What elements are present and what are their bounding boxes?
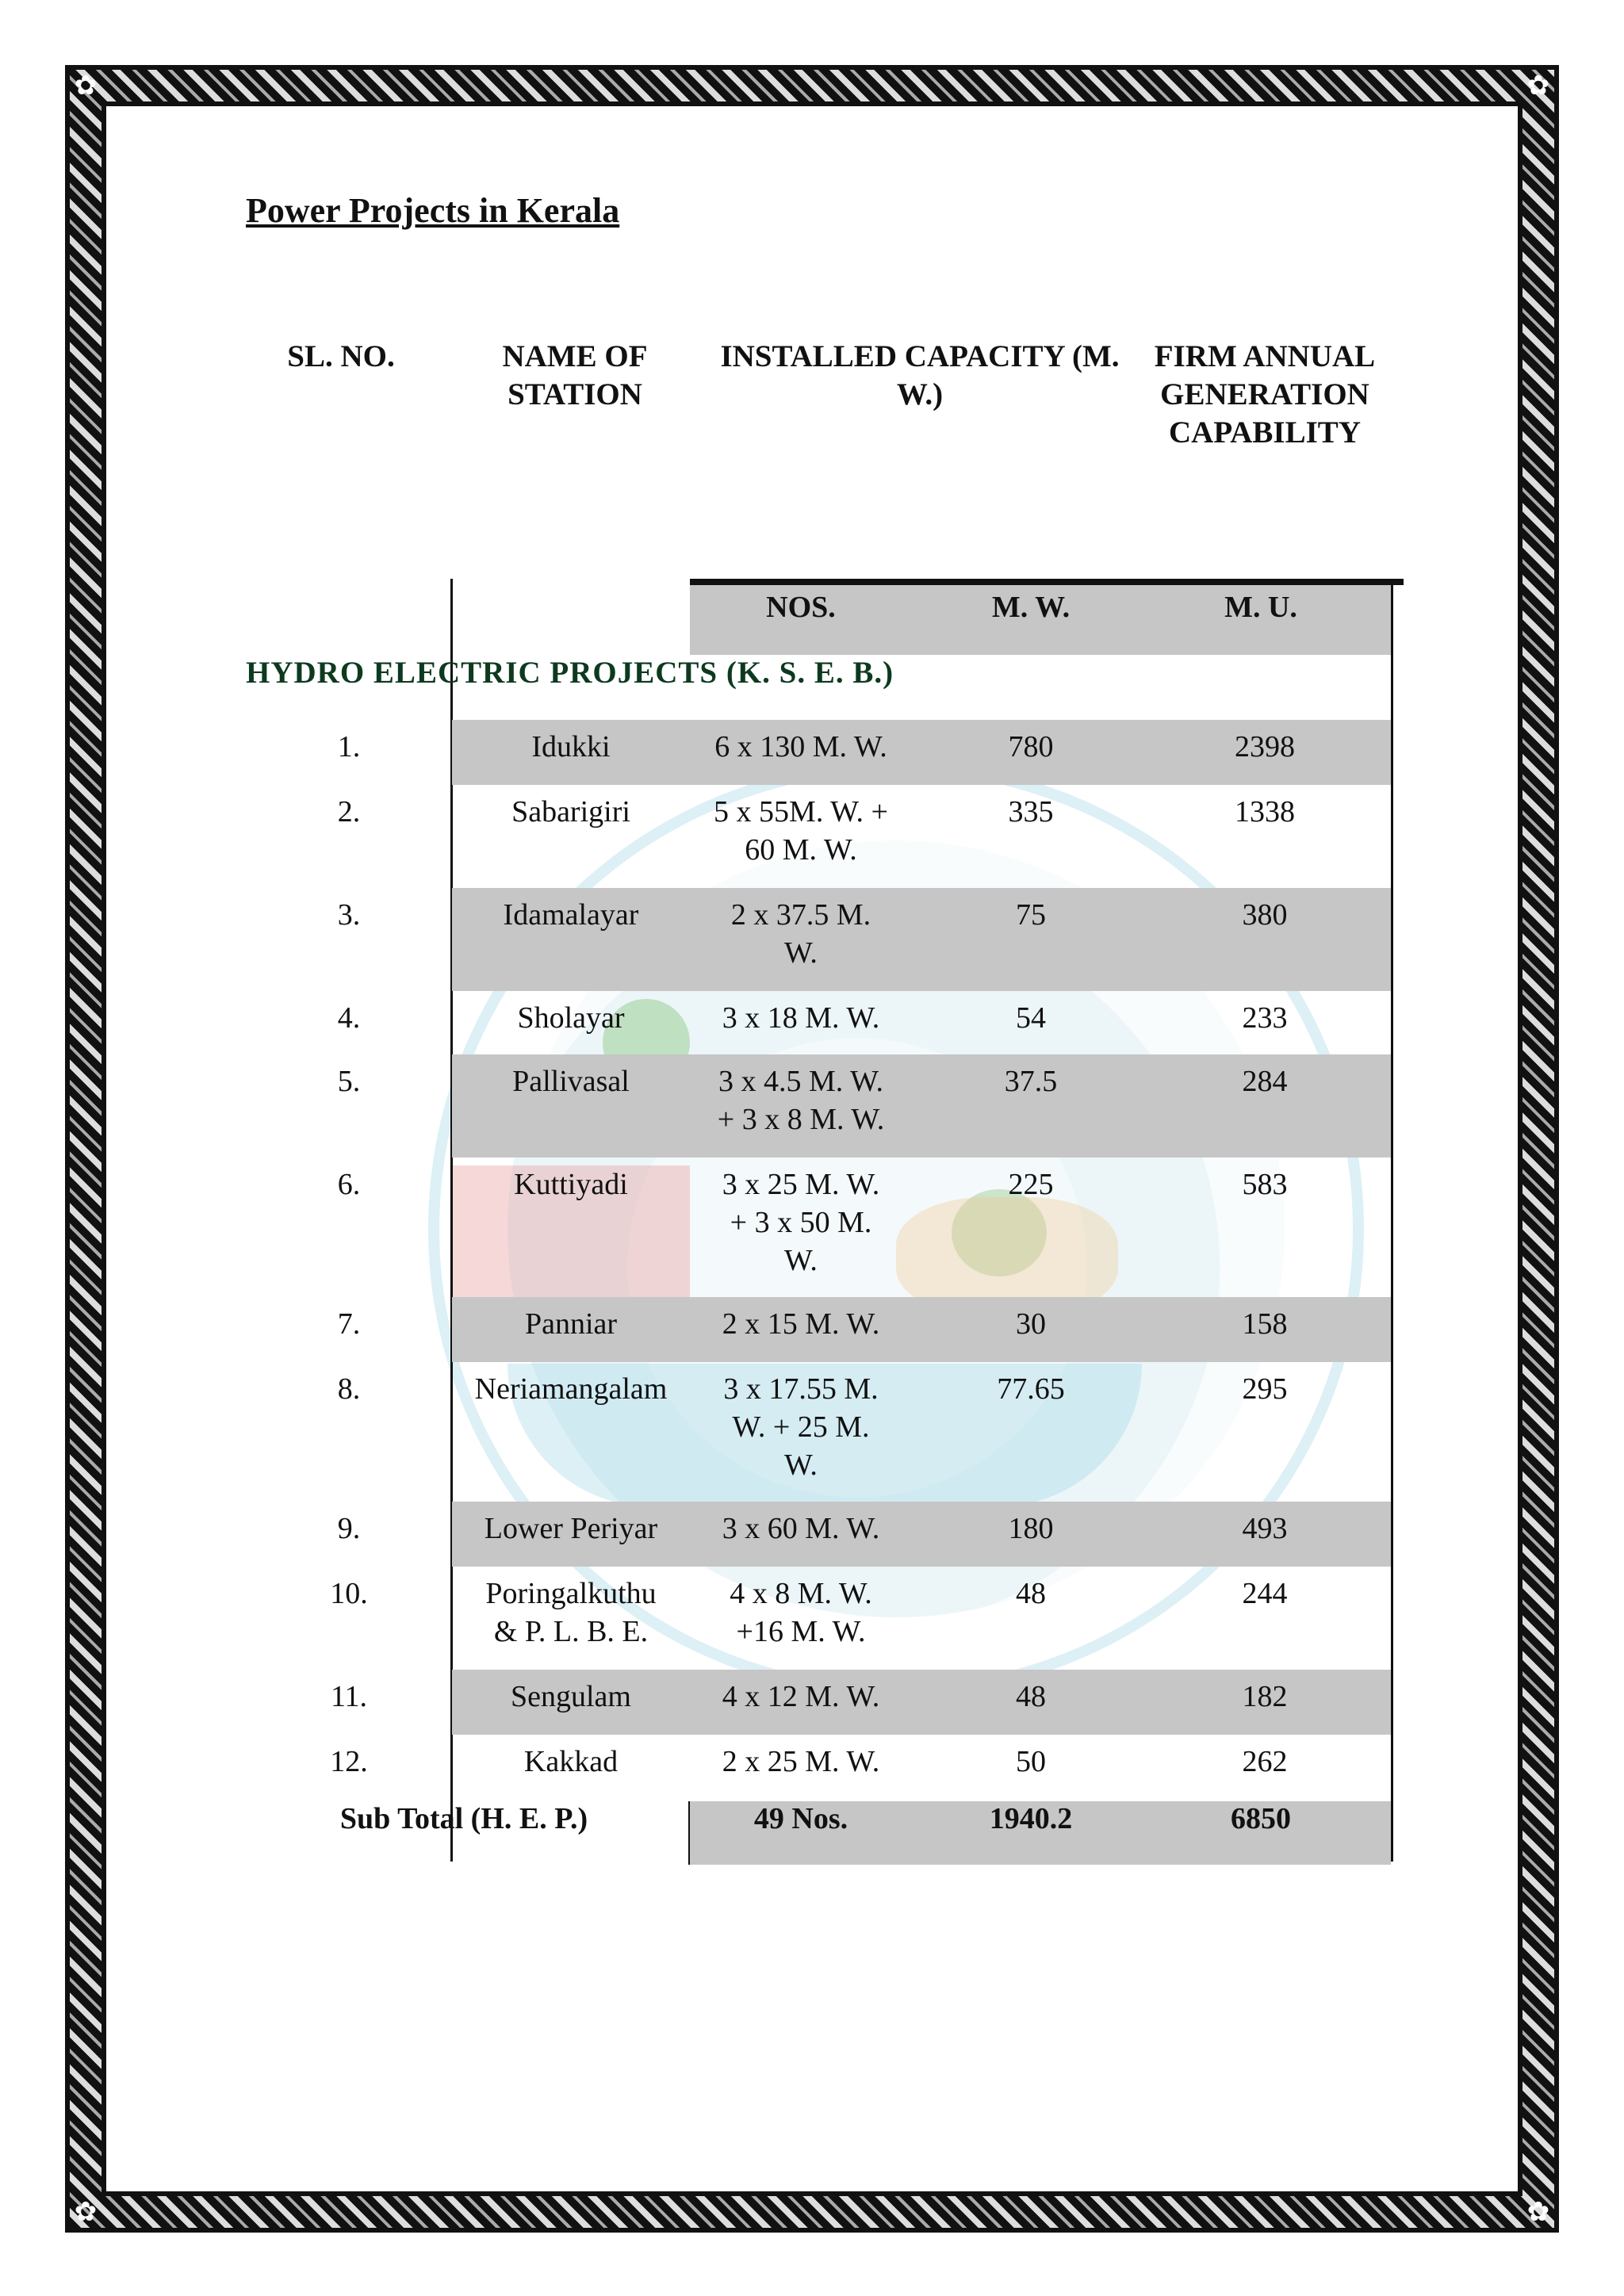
table-cell-mw: 335 <box>1008 795 1054 828</box>
table-cell-sl: 11. <box>330 1680 368 1713</box>
table-cell-nos: 3 x 18 M. W. <box>722 1001 880 1035</box>
table-cell-mu: 182 <box>1242 1680 1288 1713</box>
table-cell-mw: 50 <box>1016 1745 1046 1778</box>
header-sl-no: SL. NO. <box>287 339 395 373</box>
table-cell-mw: 225 <box>1008 1168 1054 1201</box>
section-title: HYDRO ELECTRIC PROJECTS (K. S. E. B.) <box>246 656 894 690</box>
table-cell-sl: 10. <box>330 1577 368 1610</box>
subtotal-label: Sub Total (H. E. P.) <box>339 1802 588 1835</box>
table-cell-nos: 3 x 4.5 M. W. + 3 x 8 M. W. <box>717 1065 885 1136</box>
table-cell-name: Sabarigiri <box>511 795 630 828</box>
table-cell-nos: 2 x 37.5 M. W. <box>730 898 871 970</box>
table-cell-mu: 1338 <box>1235 795 1295 828</box>
table-cell-sl: 4. <box>337 1001 361 1035</box>
table-cell-sl: 12. <box>330 1745 368 1778</box>
table-cell-sl: 1. <box>337 730 361 763</box>
table-cell-mw: 37.5 <box>1004 1065 1058 1098</box>
table-cell-mu: 233 <box>1242 1001 1288 1035</box>
table-cell-nos: 6 x 130 M. W. <box>714 730 887 763</box>
table-cell-name: Neriamangalam <box>474 1372 668 1406</box>
table-cell-mw: 75 <box>1016 898 1046 932</box>
table-cell-sl: 5. <box>337 1065 361 1098</box>
table-cell-name: Sengulam <box>511 1680 631 1713</box>
table-cell-sl: 7. <box>337 1307 361 1341</box>
table-cell-mu: 493 <box>1242 1512 1288 1545</box>
table-cell-name: Idamalayar <box>503 898 639 932</box>
corner-ornament-icon: ✿ <box>1526 70 1550 101</box>
table-cell-nos: 2 x 15 M. W. <box>722 1307 880 1341</box>
table-cell-sl: 2. <box>337 795 361 828</box>
table-cell-mw: 54 <box>1016 1001 1046 1035</box>
table-cell-nos: 2 x 25 M. W. <box>722 1745 880 1778</box>
table-cell-mu: 244 <box>1242 1577 1288 1610</box>
table-cell-nos: 4 x 12 M. W. <box>722 1680 880 1713</box>
table-cell-nos: 3 x 25 M. W. + 3 x 50 M. W. <box>722 1168 880 1277</box>
table-cell-name: Pallivasal <box>512 1065 630 1098</box>
subheader-nos: NOS. <box>766 591 836 624</box>
table-cell-sl: 3. <box>337 898 361 932</box>
header-firm-generation: FIRM ANNUAL GENERATION CAPABILITY <box>1154 339 1376 450</box>
header-station-name: NAME OF STATION <box>502 339 648 411</box>
table-cell-mw: 48 <box>1016 1577 1046 1610</box>
table-cell-name: Poringalkuthu & P. L. B. E. <box>485 1577 657 1648</box>
table-cell-nos: 4 x 8 M. W. +16 M. W. <box>730 1577 872 1648</box>
table-cell-mw: 48 <box>1016 1680 1046 1713</box>
table-cell-mw: 180 <box>1008 1512 1054 1545</box>
table-cell-name: Panniar <box>524 1307 618 1341</box>
table-cell-nos: 3 x 60 M. W. <box>722 1512 880 1545</box>
table-cell-mw: 77.65 <box>997 1372 1065 1406</box>
table-cell-mu: 380 <box>1242 898 1288 932</box>
corner-ornament-icon: ✿ <box>74 70 98 101</box>
table-cell-nos: 5 x 55M. W. + 60 M. W. <box>714 795 888 867</box>
table-cell-name: Kuttiyadi <box>514 1168 628 1201</box>
table-cell-mu: 262 <box>1242 1745 1288 1778</box>
subtotal-mu: 6850 <box>1231 1802 1291 1835</box>
table-top-rule <box>690 579 1404 585</box>
table-cell-mw: 780 <box>1008 730 1054 763</box>
table-cell-name: Kakkad <box>523 1745 619 1778</box>
page-title: Power Projects in Kerala <box>246 191 620 230</box>
table-cell-mw: 30 <box>1016 1307 1046 1341</box>
subheader-mu: M. U. <box>1224 591 1297 624</box>
table-cell-sl: 8. <box>337 1372 361 1406</box>
table-cell-mu: 295 <box>1242 1372 1288 1406</box>
header-installed-capacity: INSTALLED CAPACITY (M. W.) <box>720 339 1120 411</box>
table-cell-mu: 2398 <box>1235 730 1295 763</box>
table-cell-mu: 583 <box>1242 1168 1288 1201</box>
table-cell-name: Lower Periyar <box>484 1512 658 1545</box>
subtotal-nos: 49 Nos. <box>753 1802 848 1835</box>
table-cell-name: Idukki <box>531 730 611 763</box>
table-cell-nos: 3 x 17.55 M. W. + 25 M. W. <box>723 1372 879 1482</box>
subheader-mw: M. W. <box>991 591 1071 624</box>
table-right-border <box>1391 584 1393 1862</box>
table-cell-name: Sholayar <box>517 1001 625 1035</box>
corner-ornament-icon: ✿ <box>74 2196 98 2228</box>
table-cell-mu: 158 <box>1242 1307 1288 1341</box>
corner-ornament-icon: ✿ <box>1526 2196 1550 2228</box>
table-cell-mu: 284 <box>1242 1065 1288 1098</box>
table-cell-sl: 6. <box>337 1168 361 1201</box>
table-cell-sl: 9. <box>337 1512 361 1545</box>
subtotal-mw: 1940.2 <box>989 1802 1073 1835</box>
